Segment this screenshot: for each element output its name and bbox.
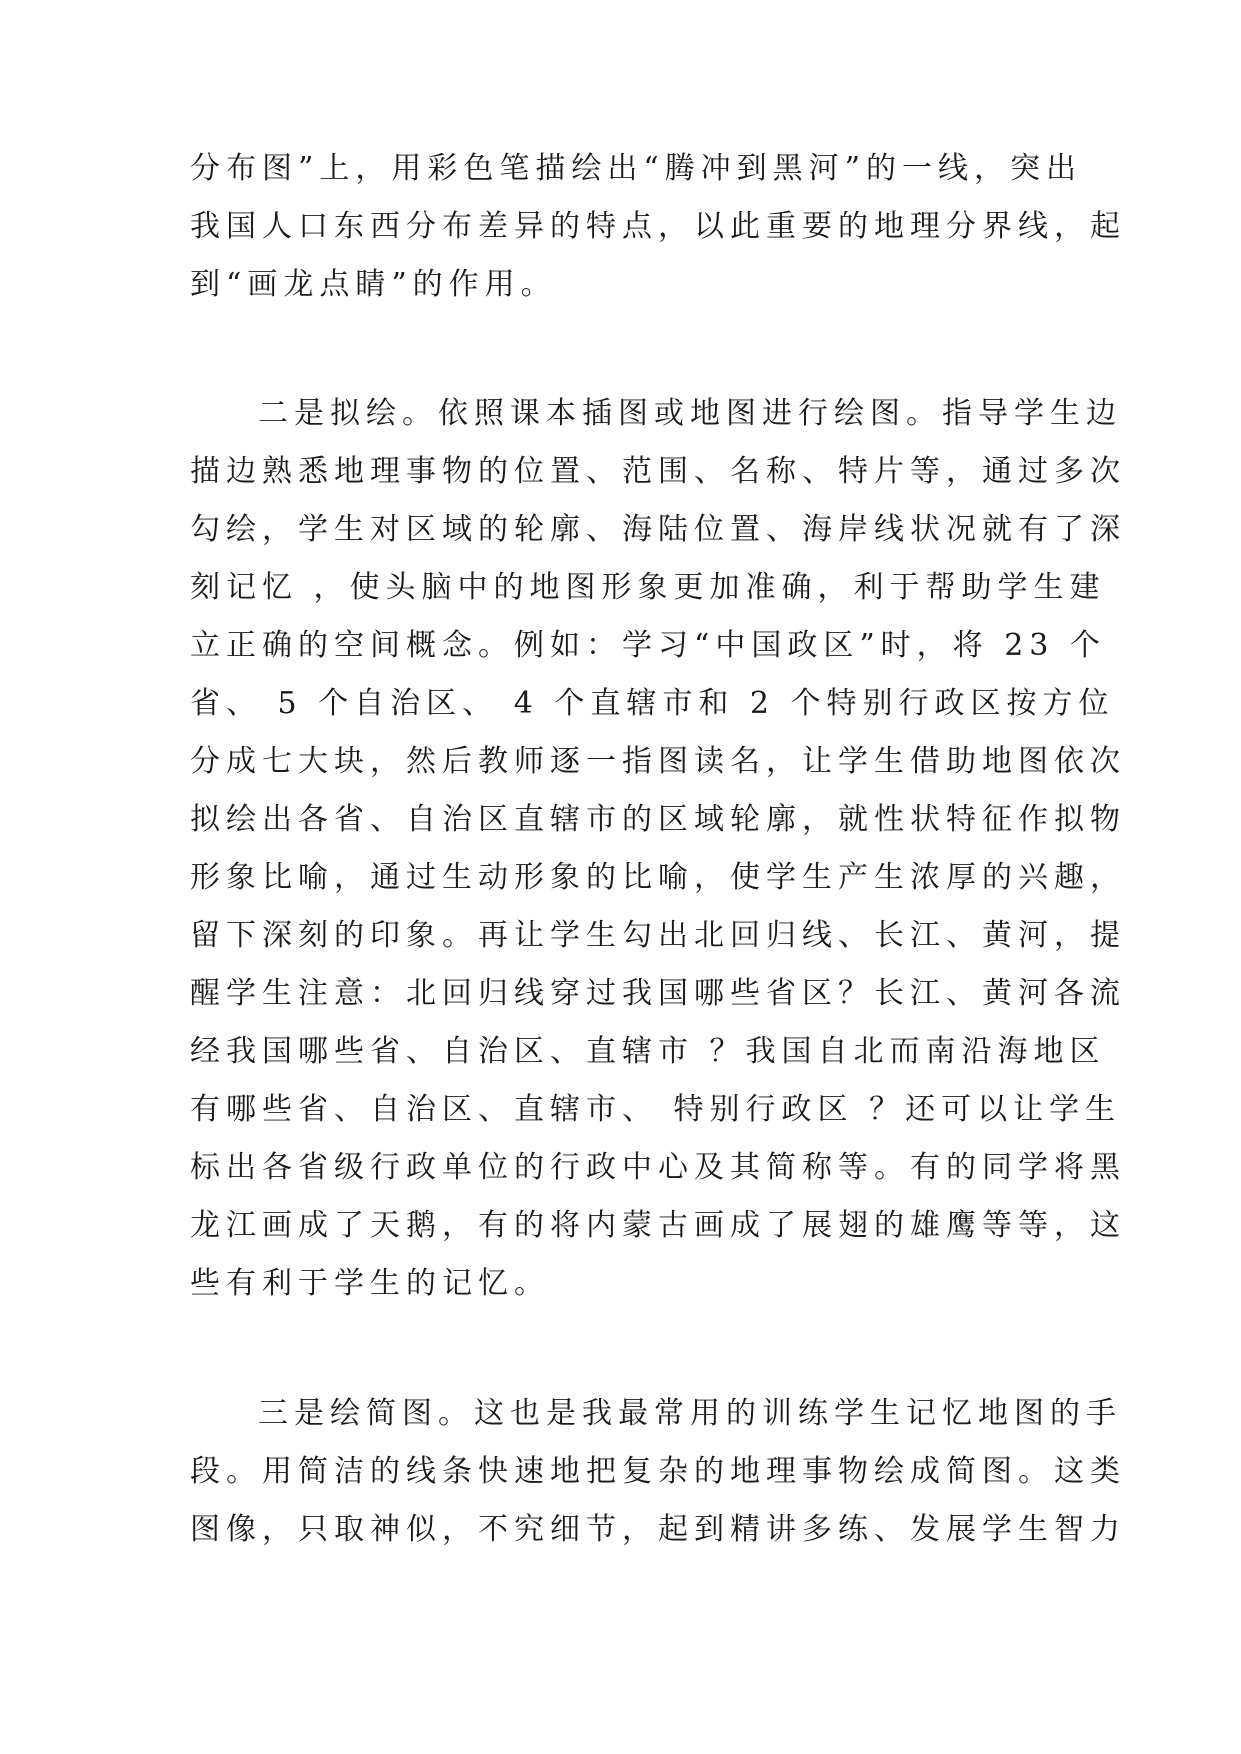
paragraph-2-line-14: 标出各省级行政单位的行政中心及其简称等。有的同学将黑 — [190, 1150, 1126, 1185]
paragraph-1-line-3: 到“画龙点睛”的作用。 — [190, 267, 557, 302]
paragraph-2-line-7: 分成七大块，然后教师逐一指图读名，让学生借助地图依次 — [190, 744, 1126, 779]
paragraph-2-line-6: 省、 5 个自治区、 4 个直辖市和 2 个特别行政区按方位 — [190, 686, 1115, 721]
paragraph-2-line-15: 龙江画成了天鹅，有的将内蒙古画成了展翅的雄鹰等等，这 — [190, 1208, 1126, 1243]
paragraph-2-line-5: 立正确的空间概念。例如：学习“中国政区”时，将 23 个 — [190, 628, 1106, 663]
paragraph-3-line-1: 三是绘简图。这也是我最常用的训练学生记忆地图的手 — [258, 1396, 1122, 1431]
paragraph-2-line-10: 留下深刻的印象。再让学生勾出北回归线、长江、黄河，提 — [190, 918, 1126, 953]
paragraph-1-line-1: 分布图”上，用彩色笔描绘出“腾冲到黑河”的一线，突出 — [190, 151, 1083, 186]
paragraph-2-line-11: 醒学生注意：北回归线穿过我国哪些省区？长江、黄河各流 — [190, 976, 1126, 1011]
paragraph-2-line-2: 描边熟悉地理事物的位置、范围、名称、特片等，通过多次 — [190, 454, 1126, 489]
paragraph-3-line-3: 图像，只取神似，不究细节，起到精讲多练、发展学生智力 — [190, 1512, 1126, 1547]
paragraph-2-line-12: 经我国哪些省、自治区、直辖市 ？我国自北而南沿海地区 — [190, 1034, 1106, 1069]
paragraph-1-line-2: 我国人口东西分布差异的特点，以此重要的地理分界线，起 — [190, 209, 1126, 244]
paragraph-2-line-4: 刻记忆 ，使头脑中的地图形象更加准确，利于帮助学生建 — [190, 570, 1106, 605]
paragraph-2-line-9: 形象比喻，通过生动形象的比喻，使学生产生浓厚的兴趣， — [190, 860, 1126, 895]
paragraph-2-line-8: 拟绘出各省、自治区直辖市的区域轮廓，就性状特征作拟物 — [190, 802, 1126, 837]
paragraph-2-line-13: 有哪些省、自治区、直辖市、 特别行政区 ？还可以让学生 — [190, 1092, 1122, 1127]
paragraph-2-line-1: 二是拟绘。依照课本插图或地图进行绘图。指导学生边 — [258, 396, 1122, 431]
paragraph-2-line-3: 勾绘，学生对区域的轮廓、海陆位置、海岸线状况就有了深 — [190, 512, 1126, 547]
paragraph-3-line-2: 段。用简洁的线条快速地把复杂的地理事物绘成简图。这类 — [190, 1454, 1126, 1489]
paragraph-2-line-16: 些有利于学生的记忆。 — [190, 1266, 550, 1301]
